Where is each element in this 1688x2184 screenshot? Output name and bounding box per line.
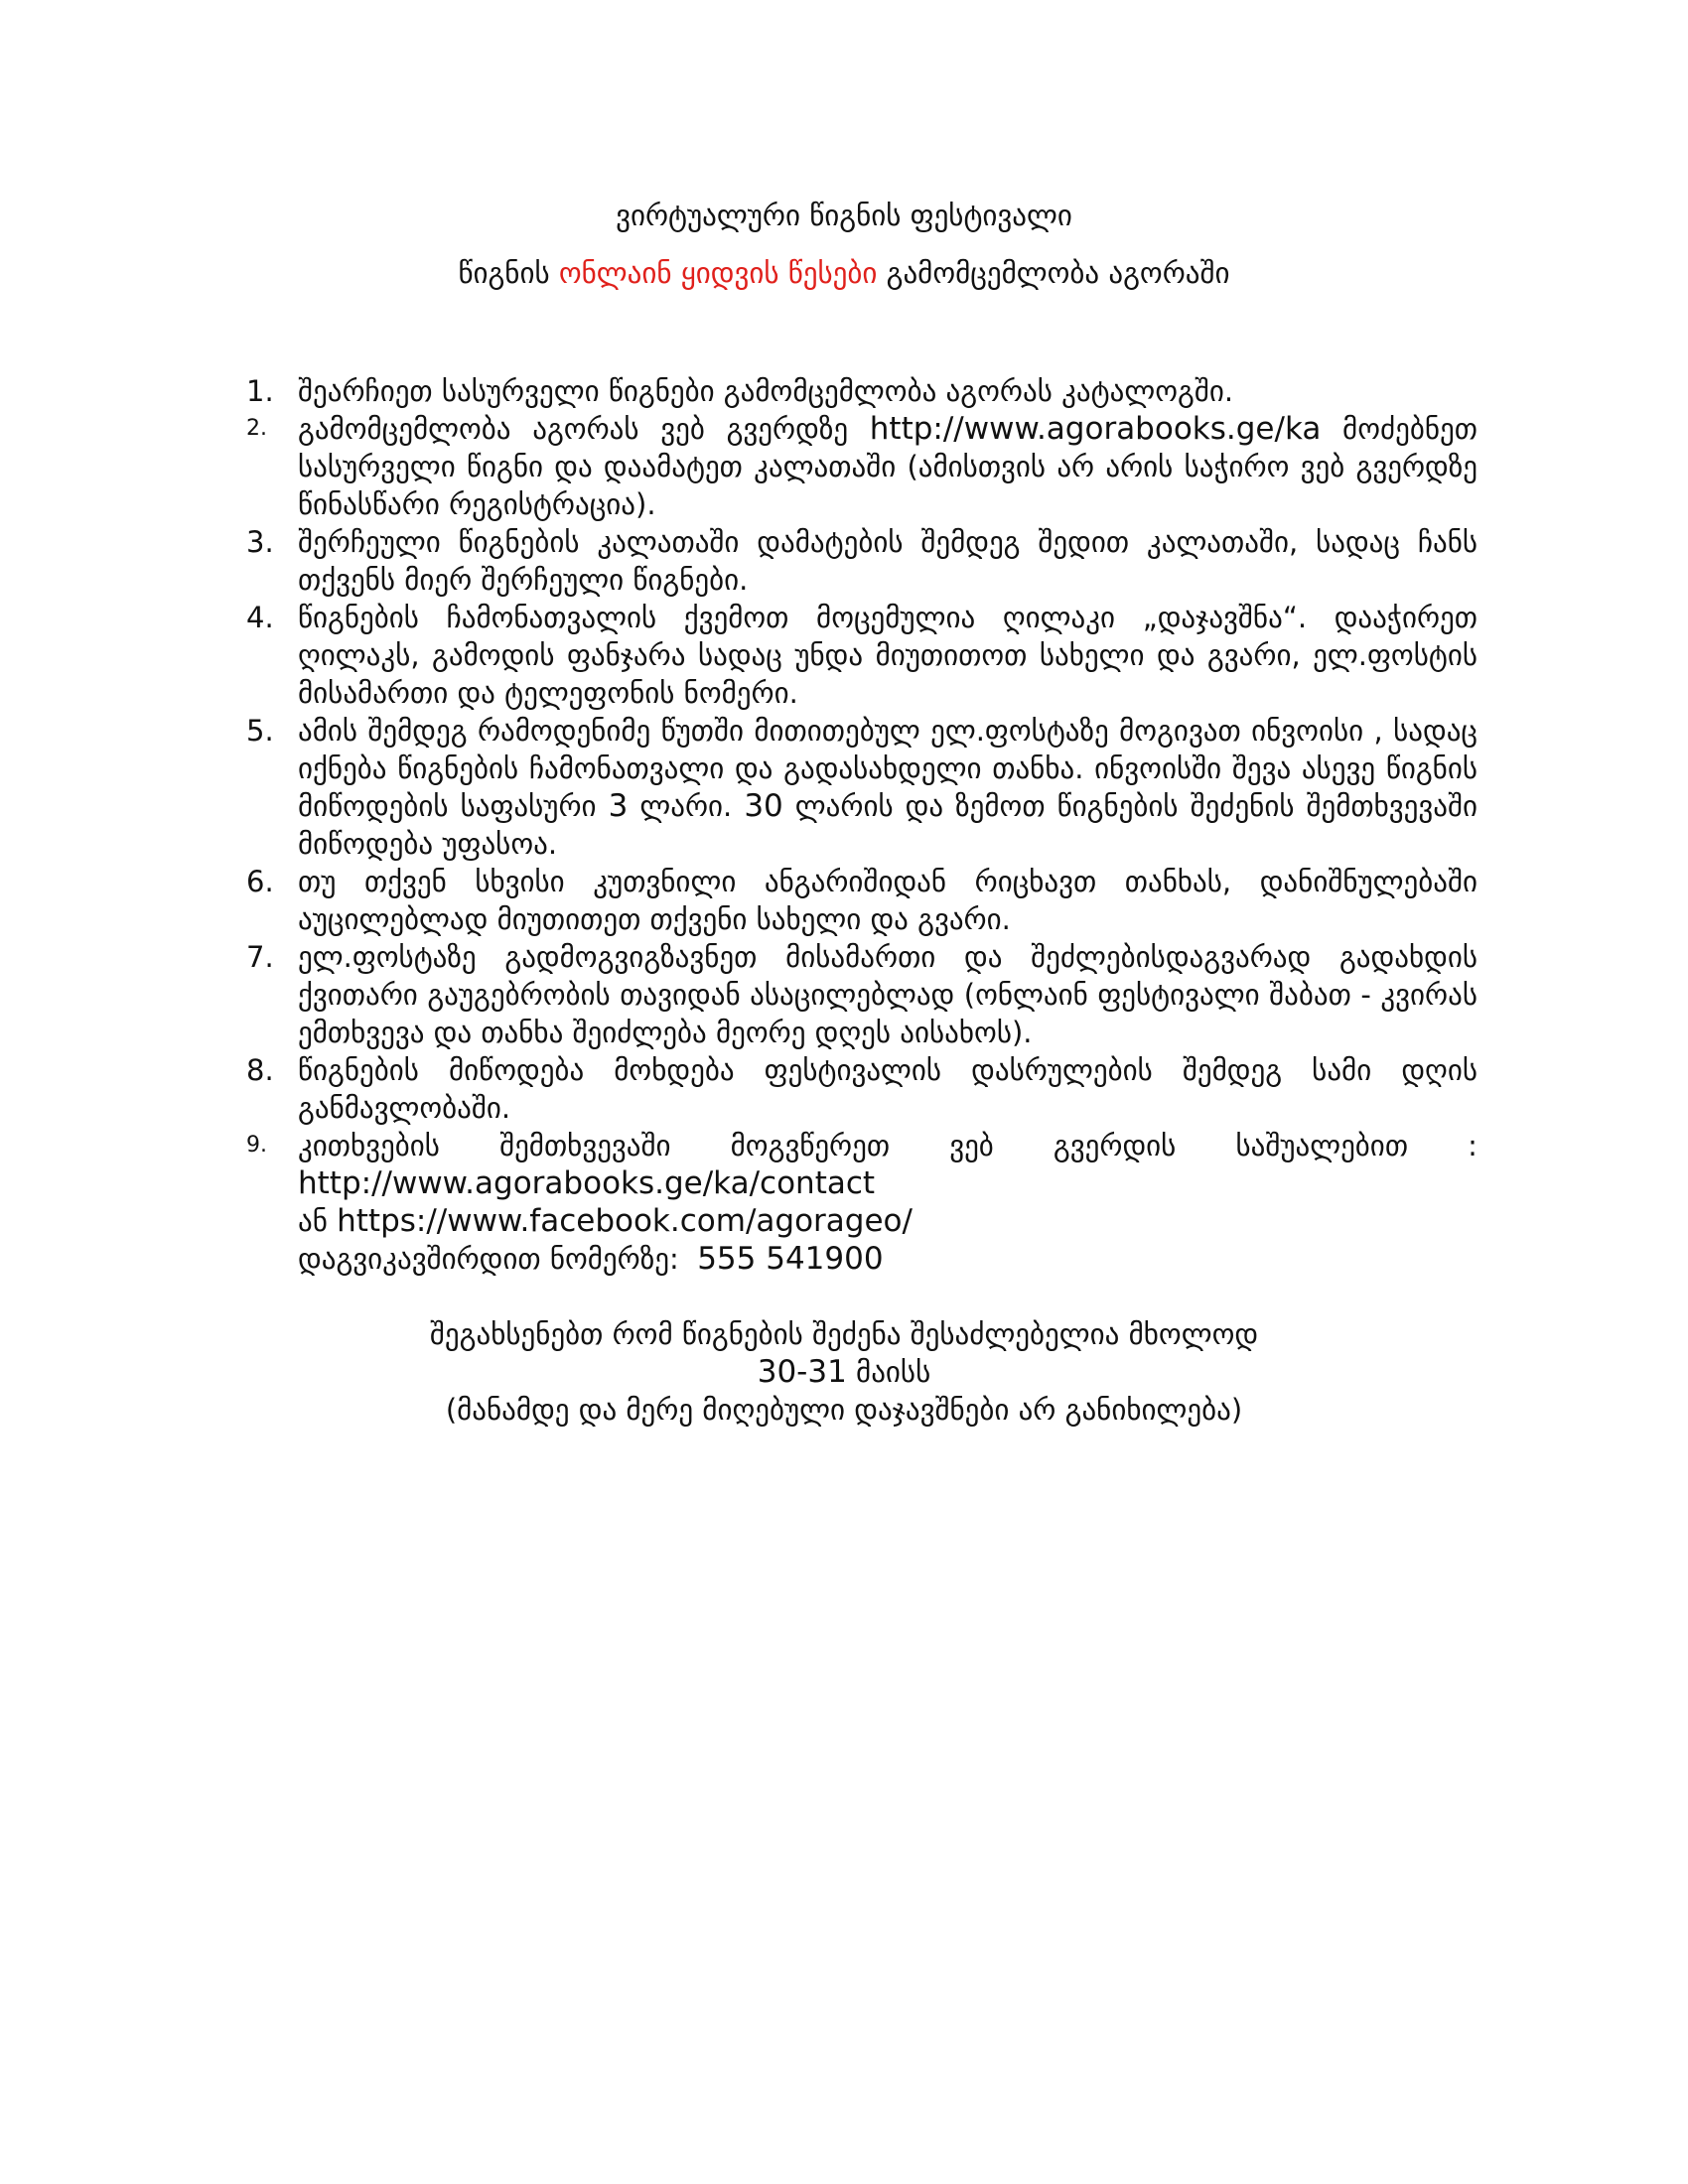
- list-item-5: [246, 712, 1477, 863]
- contact-page-link[interactable]: http://www.agorabooks.ge/ka/contact: [298, 1165, 876, 1201]
- reminder-line-3: (მანამდე და მერე მიღებული დაჯავშნები არ განიხილება): [445, 1393, 1243, 1427]
- phone-line: [298, 1240, 1477, 1278]
- list-item-3: [246, 523, 1477, 599]
- document-title: [0, 199, 1688, 232]
- item-text: წიგნების მიწოდება მოხდება ფესტივალის დასრულების შემდეგ სამი დღის განმავლობაში.: [298, 1053, 1477, 1125]
- item-number: 6.: [246, 865, 274, 898]
- item-text-post: ლარის და ზემოთ წიგნების შეძენის შემთხვევაში მიწოდება უფასოა.: [298, 789, 1477, 861]
- subtitle-pre: წიგნის: [458, 256, 559, 290]
- list-item-4: [246, 599, 1477, 712]
- item-text: შეარჩიეთ სასურველი წიგნები გამომცემლობა აგორას კატალოგში.: [298, 374, 1234, 408]
- reminder-block: [0, 1315, 1688, 1429]
- list-item-2: [246, 410, 1477, 523]
- item-text: შერჩეული წიგნების კალათაში დამატების შემდეგ შედით კალათაში, სადაც ჩანს თქვენს მიერ შერჩეული წიგნები.: [298, 525, 1477, 597]
- item-number: 3.: [246, 525, 274, 559]
- phone-label: დაგვიკავშირდით ნომერზე:: [298, 1242, 698, 1276]
- contact-word: მოგვწერეთ: [730, 1129, 891, 1162]
- reminder-line-1: შეგახსენებთ რომ წიგნების შეძენა შესაძლებელია მხოლოდ: [429, 1317, 1259, 1351]
- delivery-fee-number: 3: [608, 788, 629, 824]
- item-text: თუ თქვენ სხვისი კუთვნილი ანგარიშიდან რიცხავთ თანხას, დანიშნულებაში აუცილებლად მიუთითეთ თქვენი სახელი და გვარი.: [298, 865, 1477, 936]
- contact-word: გვერდის: [1053, 1129, 1177, 1162]
- subtitle-highlight: ონლაინ ყიდვის წესები: [558, 256, 878, 290]
- contact-word: შემთხვევაში: [499, 1129, 671, 1162]
- item-text: წიგნების ჩამონათვალის ქვემოთ მოცემულია ღილაკი „დაჯავშნა“. დააჭირეთ ღილაკს, გამოდის ფანჯარა სადაც უნდა მიუთითოთ სახელი და გვარი, ელ.ფოსტის მისამართი და ტელეფონის ნომერი.: [298, 601, 1477, 710]
- subtitle-post: გამომცემლობა აგორაში: [877, 256, 1230, 290]
- phone-number: 555 541900: [697, 1241, 884, 1277]
- contact-word: :: [1468, 1129, 1477, 1162]
- rules-list: [246, 372, 1477, 1278]
- list-item-9: [246, 1127, 1477, 1278]
- item-text-post: მოძებნეთ სასურველი წიგნი და დაამატეთ კალათაში (ამისთვის არ არის საჭირო ვებ გვერდზე წინასწარი რეგისტრაცია).: [298, 412, 1477, 521]
- item-text-pre: გამომცემლობა აგორას ვებ გვერდზე: [298, 412, 870, 446]
- item-number: 1.: [246, 374, 274, 408]
- facebook-link[interactable]: https://www.facebook.com/agorageo/: [337, 1203, 913, 1239]
- agorabooks-link[interactable]: http://www.agorabooks.ge/ka: [869, 411, 1322, 447]
- list-item-1: [246, 372, 1477, 410]
- item-number: 7.: [246, 940, 274, 974]
- document-subtitle: [0, 256, 1688, 290]
- reminder-dates: 30-31: [757, 1354, 847, 1390]
- item-number: 5.: [246, 714, 274, 748]
- contact-word: საშუალებით: [1235, 1129, 1409, 1162]
- list-item-6: [246, 863, 1477, 938]
- item-number: 9.: [246, 1133, 267, 1158]
- contact-word: კითხვების: [298, 1129, 440, 1162]
- contact-intro-line: [298, 1127, 1477, 1164]
- item-text: ელ.ფოსტაზე გადმოგვიგზავნეთ მისამართი და შეძლებისდაგვარად გადახდის ქვითარი გაუგებრობის თავიდან ასაცილებლად (ონლაინ ფესტივალი შაბათ - კვირას ემთხვევა და თანხა შეიძლება მეორე დღეს აისახოს).: [298, 940, 1477, 1049]
- item-number: 2.: [246, 416, 267, 441]
- facebook-line: [298, 1202, 1477, 1240]
- reminder-line-2: [0, 1353, 1688, 1391]
- item-number: 8.: [246, 1053, 274, 1087]
- item-text-mid: ლარი.: [628, 789, 745, 823]
- or-label: ან: [298, 1204, 338, 1238]
- reminder-month: მაისს: [846, 1355, 931, 1389]
- item-number: 4.: [246, 601, 274, 634]
- free-threshold-number: 30: [744, 788, 783, 824]
- title-text: ვირტუალური წიგნის ფესტივალი: [616, 199, 1072, 232]
- contact-word: ვებ: [949, 1129, 994, 1162]
- list-item-8: [246, 1051, 1477, 1127]
- list-item-7: [246, 938, 1477, 1051]
- item-text-pre: ამის შემდეგ რამოდენიმე წუთში მითითებულ ელ.ფოსტაზე მოგივათ ინვოისი , სადაც იქნება წიგნების ჩამონათვალი და გადასახდელი თანხა. ინვოისში შევა ასევე წიგნის მიწოდების საფასური: [298, 714, 1477, 823]
